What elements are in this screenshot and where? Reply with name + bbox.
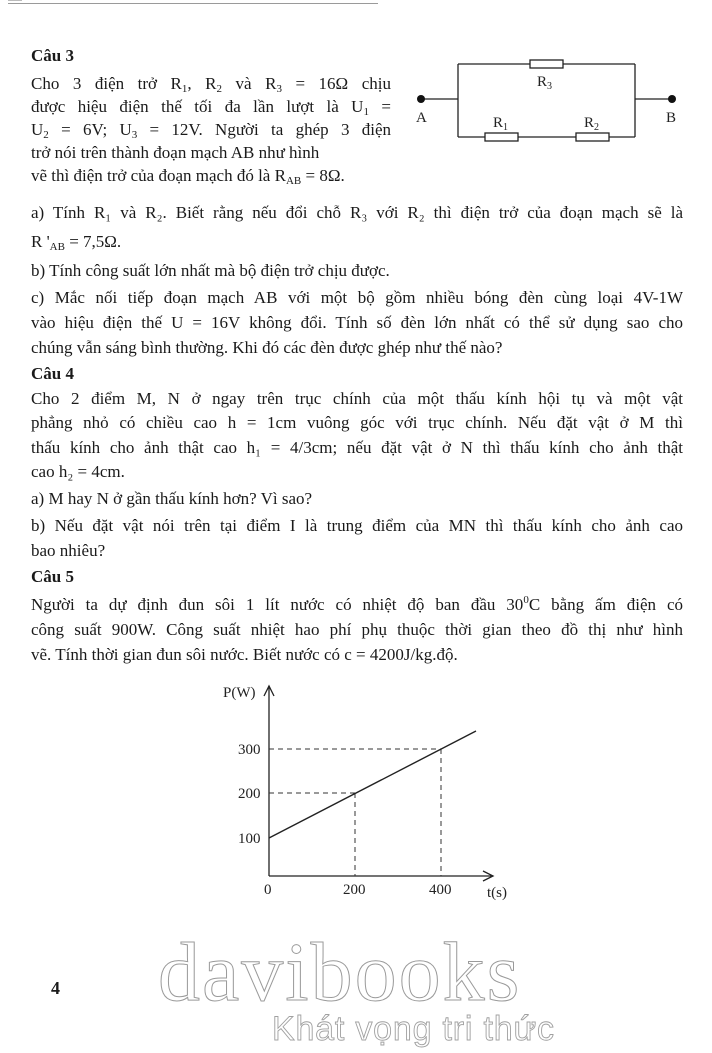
watermark-brand: davibooks [158, 926, 522, 1019]
q4-line-1: Cho 2 điểm M, N ở ngay trên trục chính của một thấu kính hội tụ và một vật [31, 389, 683, 408]
node-a-label: A [416, 110, 427, 126]
y-tick-200: 200 [238, 786, 261, 802]
q3-intro-line-5: vẽ thì điện trở của đoạn mạch đó là $R_{AB} = 8\Omega$. [31, 166, 345, 187]
r3-label: R [537, 74, 548, 90]
svg-text:R1: $R_1$ [493, 115, 509, 133]
q4-line-2: phẳng nhỏ có chiều cao h = 1cm vuông góc với trục chính. Nếu đặt vật ở M thì [31, 413, 683, 432]
x-tick-200: 200 [343, 882, 366, 898]
q3-part-a-line-2: R '$_{AB} = 7,5\Omega$. [31, 232, 122, 253]
q3-part-c-line-3: chúng vẫn sáng bình thường. Khi đó các đèn được ghép như thế nào? [31, 338, 503, 357]
q3-part-b: b) Tính công suất lớn nhất mà bộ điện trở chịu được. [31, 261, 390, 280]
q3-intro-line-1: Cho 3 điện trở $R_1$, $R_2$ và $R_3 = 16\Omega$ chịu [31, 74, 391, 95]
q3-part-c-line-2: vào hiệu điện thế U = 16V không đổi. Tính số đèn lớn nhất có thể sử dụng sao cho [31, 313, 683, 332]
q5-line-1: Người ta dự định đun sôi 1 lít nước có nhiệt độ ban đầu $30^0C$ bằng ấm điện có [31, 594, 683, 614]
r1-label: R [493, 115, 504, 131]
x-tick-400: 400 [429, 882, 452, 898]
q4-line-3: thấu kính cho ảnh thật cao h₁ = 4/3cm; nếu đặt vật ở N thì thấu kính cho ảnh thật [31, 438, 683, 457]
svg-text:R3: $R_3$ [537, 74, 553, 92]
page-number: 4 [51, 978, 60, 998]
y-tick-100: 100 [238, 831, 261, 847]
r2-label: R [584, 115, 595, 131]
q4-line-4: cao h₂ = 4cm. [31, 462, 125, 481]
q5-title: Câu 5 [31, 567, 74, 586]
x-tick-0: 0 [264, 882, 272, 898]
q3-intro-line-4: trở nói trên thành đoạn mạch AB như hình [31, 143, 320, 162]
q3-intro-line-3: $U_2 = 6V$; $U_3 = 12V$. Người ta ghép 3 điện [31, 120, 391, 141]
y-tick-300: 300 [238, 742, 261, 758]
q4-title: Câu 4 [31, 364, 74, 383]
q4-part-b-line-1: b) Nếu đặt vật nói trên tại điểm I là trung điểm của MN thì thấu kính cho ảnh cao [31, 516, 683, 535]
watermark-slogan: Khát vọng tri thức [272, 1010, 554, 1048]
y-axis-label: P(W) [223, 685, 256, 701]
q5-line-3: vẽ. Tính thời gian đun sôi nước. Biết nước có c = 4200J/kg.độ. [31, 645, 458, 664]
q3-part-c-line-1: c) Mắc nối tiếp đoạn mạch AB với một bộ gồm nhiều bóng đèn cùng loại 4V-1W [31, 288, 683, 307]
q3-intro-line-2: được hiệu điện thế tối đa lần lượt là $U_1$ = [31, 97, 391, 118]
q4-part-b-line-2: bao nhiêu? [31, 541, 106, 560]
node-b-label: B [666, 110, 677, 126]
q5-line-2: công suất 900W. Công suất nhiệt hao phí phụ thuộc thời gian theo đồ thị như hình [31, 620, 683, 639]
q3-part-a-line-1: a) Tính R₁ và R₂. Biết rằng nếu đổi chỗ R₃ với R₂ thì điện trở của đoạn mạch sẽ là [31, 203, 683, 222]
x-axis-label: t(s) [487, 885, 507, 901]
svg-text:R2: $R_2$ [584, 115, 600, 133]
q3-title: Câu 3 [31, 46, 74, 65]
q4-part-a: a) M hay N ở gần thấu kính hơn? Vì sao? [31, 489, 313, 508]
